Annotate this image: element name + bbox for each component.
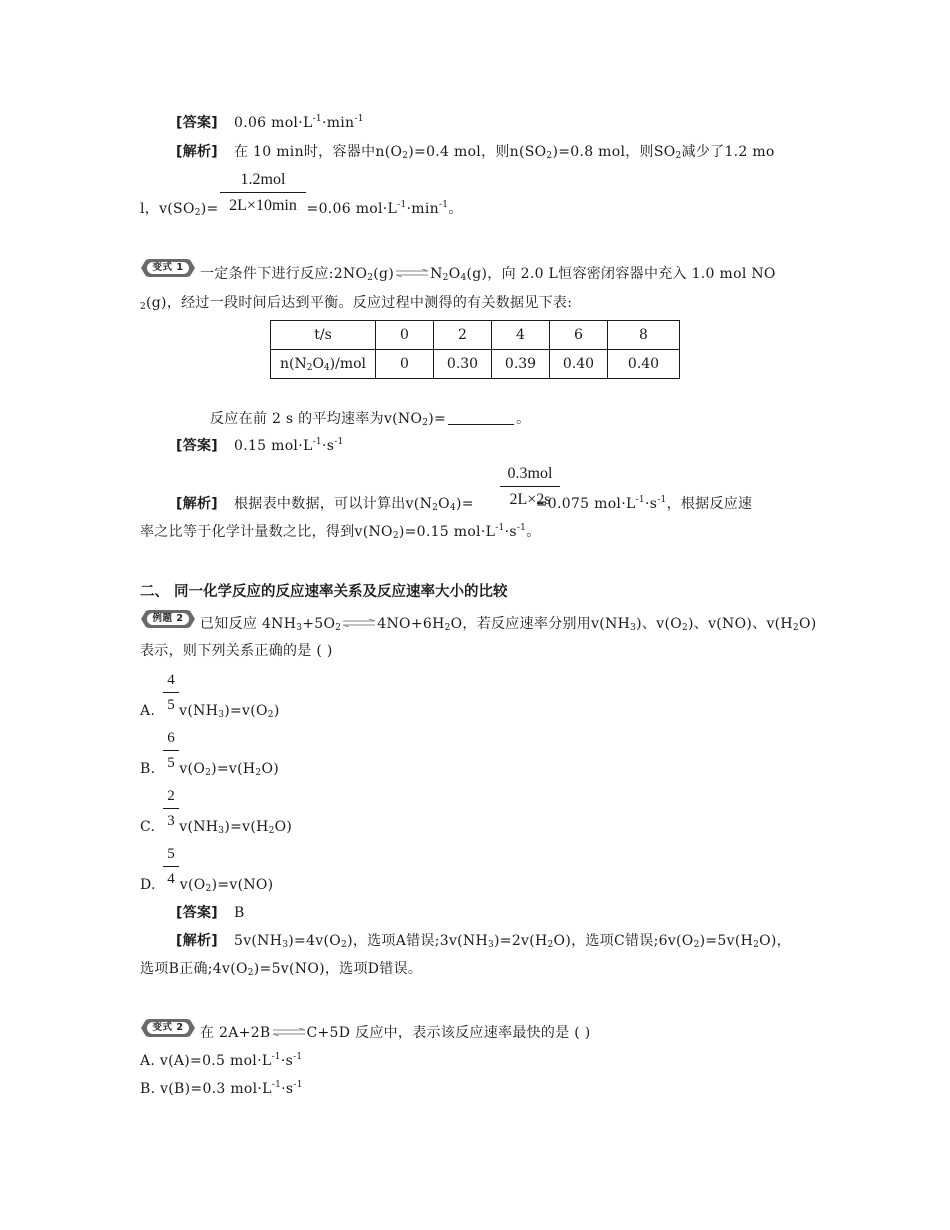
- example-2-badge: 例题 2: [141, 610, 195, 628]
- fraction-n2o4-rate: 0.3mol 2L×2s: [500, 464, 560, 510]
- table-cell: 0.30: [434, 350, 492, 379]
- equilibrium-arrow-icon: [272, 1028, 306, 1036]
- table-row: [271, 350, 680, 379]
- table-row-label: $n(N_2O_4)$/mol: [271, 350, 376, 379]
- variant-1-analysis-line-1: [解析] 根据表中数据，可以计算出$v(N_2O_4)= =0.075$ $mol\cdot L^{-1}\cdot s^{-1}$，根据反应速: [176, 495, 753, 513]
- example-2-line-1: 已知反应 $4NH_3+5O_2$ $4NO+6H_2O$，若反应速率分别用$v(NH_3)$、$v(O_2)$、v(NO)、$v(H_2O)$: [200, 616, 817, 633]
- variant-1-badge: 变式 1: [141, 259, 195, 277]
- table-cell: 0: [376, 350, 434, 379]
- data-table: [270, 320, 680, 379]
- table-cell: 4: [492, 321, 550, 350]
- example-2-analysis-line-2: 选项B正确$;4v(O_2)=5v(NO)$，选项D错误。: [140, 961, 423, 978]
- option-d[interactable]: D. $v(O_2)=v(NO)$: [140, 877, 274, 894]
- table-cell: 6: [550, 321, 608, 350]
- option-b[interactable]: B. $v(O_2)=v(H_2O)$: [140, 761, 279, 778]
- equilibrium-arrow-icon: [395, 269, 429, 277]
- section-heading: 二、 同一化学反应的反应速率关系及反应速率大小的比较: [140, 584, 508, 600]
- fraction-bar: [500, 486, 560, 487]
- option-c-fraction: 2 3: [163, 787, 179, 831]
- option-c[interactable]: C. $v(NH_3)=v(H_2O)$: [140, 819, 293, 836]
- table-row: [271, 321, 680, 350]
- variant-1-line-1: 一定条件下进行反应$:2NO_2(g)$ $N_2O_4(g)$，向 2.0 L恒容密闭容器中充入 1.0 mol NO: [200, 266, 776, 283]
- table-cell: t/s: [271, 321, 376, 350]
- variant-1-answer: [答案] 0.15 $mol\cdot L^{-1}\cdot s^{-1}$: [176, 437, 344, 454]
- variant-2-line-1: 在 2A+2B C+5D 反应中，表示该反应速率最快的是 ( ): [200, 1025, 591, 1041]
- analysis-label: [解析]: [176, 144, 218, 160]
- table-cell: 0: [376, 321, 434, 350]
- answer-line-1: [答案] 0.06 $mol\cdot L^{-1}\cdot\min^{-1}$: [176, 114, 364, 131]
- analysis-label: [解析]: [176, 933, 218, 949]
- example-2-line-2: 表示，则下列关系正确的是 ( ): [140, 643, 333, 659]
- variant-2-option-b[interactable]: B. v(B)=0.3 $mol\cdot L^{-1}\cdot s^{-1}$: [140, 1080, 303, 1097]
- analysis-label: [解析]: [176, 496, 218, 512]
- answer-blank: [448, 410, 514, 425]
- variant-1-line-2: $_2$(g)，经过一段时间后达到平衡。反应过程中测得的有关数据见下表:: [140, 295, 573, 312]
- variant-2-badge: 变式 2: [141, 1019, 195, 1037]
- answer-label: [答案]: [176, 438, 218, 454]
- analysis-line-2: l，$v(SO_2)= =0.06$ $mol\cdot L^{-1}\cdot\min^{-1}$。: [140, 200, 463, 218]
- option-b-fraction: 6 5: [163, 729, 179, 773]
- table-cell: 8: [608, 321, 680, 350]
- example-2-answer: [答案] B: [176, 905, 245, 921]
- equilibrium-arrow-icon: [342, 619, 376, 627]
- variant-1-analysis-line-2: 率之比等于化学计量数之比，得到$v(NO_2)=0.15$ $mol\cdot L^{-1}\cdot s^{-1}$。: [140, 523, 541, 541]
- variant-1-question: 反应在前 2 s 的平均速率为$v(NO_2)=$ 。: [210, 411, 531, 428]
- example-2-analysis-line-1: [解析] $5v(NH_3)=4v(O_2)$，选项A错误$;3v(NH_3)=2v(H_2O)$，选项C错误$;6v(O_2)=5v(H_2O)$，: [176, 933, 791, 950]
- table-cell: 2: [434, 321, 492, 350]
- option-a[interactable]: A. $v(NH_3)=v(O_2)$: [140, 703, 280, 720]
- table-cell: 0.40: [608, 350, 680, 379]
- table-cell: 0.39: [492, 350, 550, 379]
- variant-2-option-a[interactable]: A. v(A)=0.5 $mol\cdot L^{-1}\cdot s^{-1}$: [140, 1052, 303, 1069]
- answer-label: [答案]: [176, 905, 218, 921]
- answer-label: [答案]: [176, 115, 218, 131]
- analysis-line-1: [解析] 在 10 min时，容器中$n(O_2)=0.4$ mol，则$n(SO_2)=0.8$ mol，则$SO_2$减少了1.2 mo: [176, 144, 775, 161]
- option-a-fraction: 4 5: [163, 671, 179, 715]
- fraction-so2-rate: 1.2mol 2L×10min: [220, 170, 306, 216]
- option-d-fraction: 5 4: [163, 845, 179, 889]
- fraction-bar: [220, 192, 306, 193]
- table-cell: 0.40: [550, 350, 608, 379]
